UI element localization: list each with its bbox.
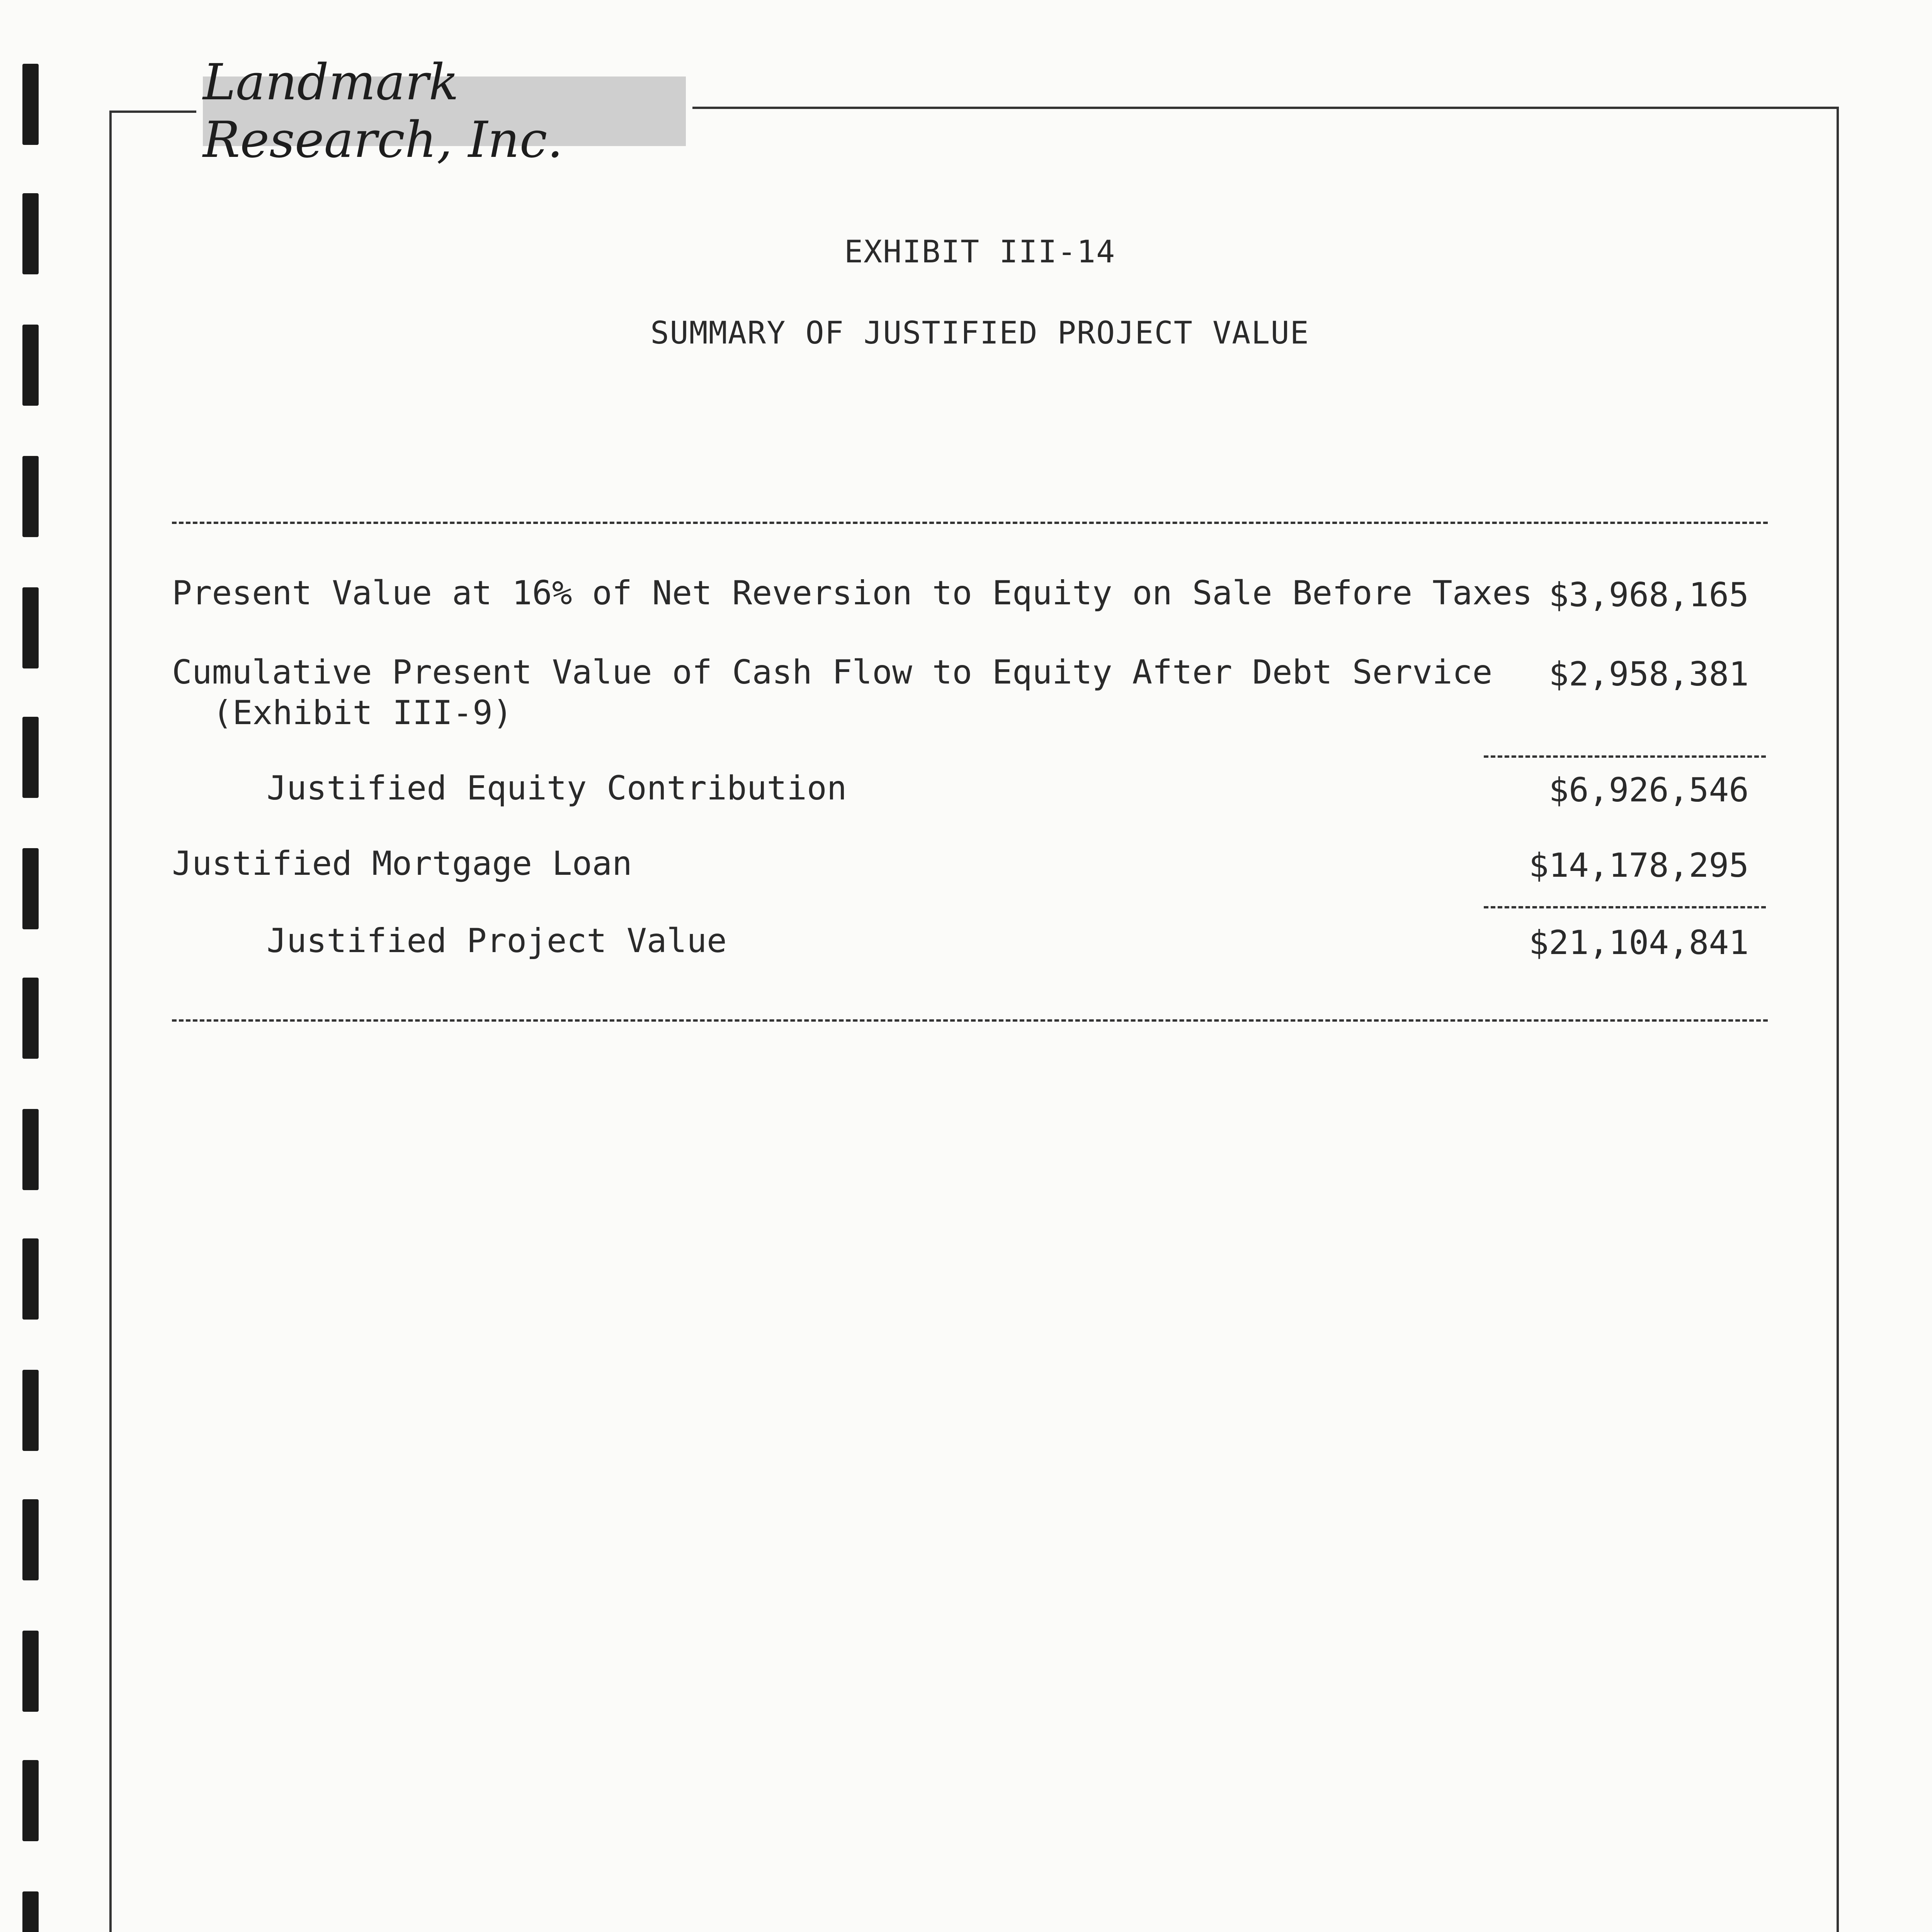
binder-hole <box>22 1499 39 1580</box>
table-top-rule <box>172 522 1768 524</box>
binder-hole <box>22 587 39 668</box>
total-value: $21,104,841 <box>1529 923 1749 962</box>
frame-line <box>692 107 1839 109</box>
row-label: Present Value at 16% of Net Reversion to Equity on Sale Before Taxes <box>172 574 1532 612</box>
subtotal-value: $6,926,546 <box>1549 771 1749 810</box>
frame-line <box>109 111 196 113</box>
binder-hole <box>22 978 39 1059</box>
binder-hole <box>22 64 39 145</box>
exhibit-title: EXHIBIT III-14 <box>844 234 1116 270</box>
binder-hole <box>22 848 39 929</box>
row-value: $14,178,295 <box>1529 846 1749 885</box>
logo-text: Landmark Research, Inc. <box>203 54 563 169</box>
row-value: $2,958,381 <box>1549 655 1749 694</box>
binder-hole <box>22 717 39 798</box>
row-label-continued: (Exhibit III-9) <box>213 694 513 732</box>
binder-hole <box>22 1370 39 1451</box>
frame-line <box>1837 107 1839 1932</box>
row-label: Justified Mortgage Loan <box>172 844 632 883</box>
frame-line <box>109 111 112 1932</box>
binder-hole <box>22 1109 39 1190</box>
exhibit-subtitle: SUMMARY OF JUSTIFIED PROJECT VALUE <box>650 315 1310 351</box>
binder-hole <box>22 1891 39 1932</box>
binder-hole <box>22 1631 39 1712</box>
row-value: $3,968,165 <box>1549 576 1749 614</box>
table-bottom-rule <box>172 1019 1768 1022</box>
total-rule <box>1484 906 1766 908</box>
row-label: Cumulative Present Value of Cash Flow to Equity After Debt Service <box>172 653 1493 692</box>
company-logo <box>203 54 686 169</box>
subtotal-rule <box>1484 755 1766 758</box>
subtotal-label: Justified Equity Contribution <box>267 769 847 808</box>
total-label: Justified Project Value <box>267 922 727 960</box>
binder-hole <box>22 1238 39 1320</box>
binder-hole <box>22 456 39 537</box>
binder-hole <box>22 1760 39 1841</box>
